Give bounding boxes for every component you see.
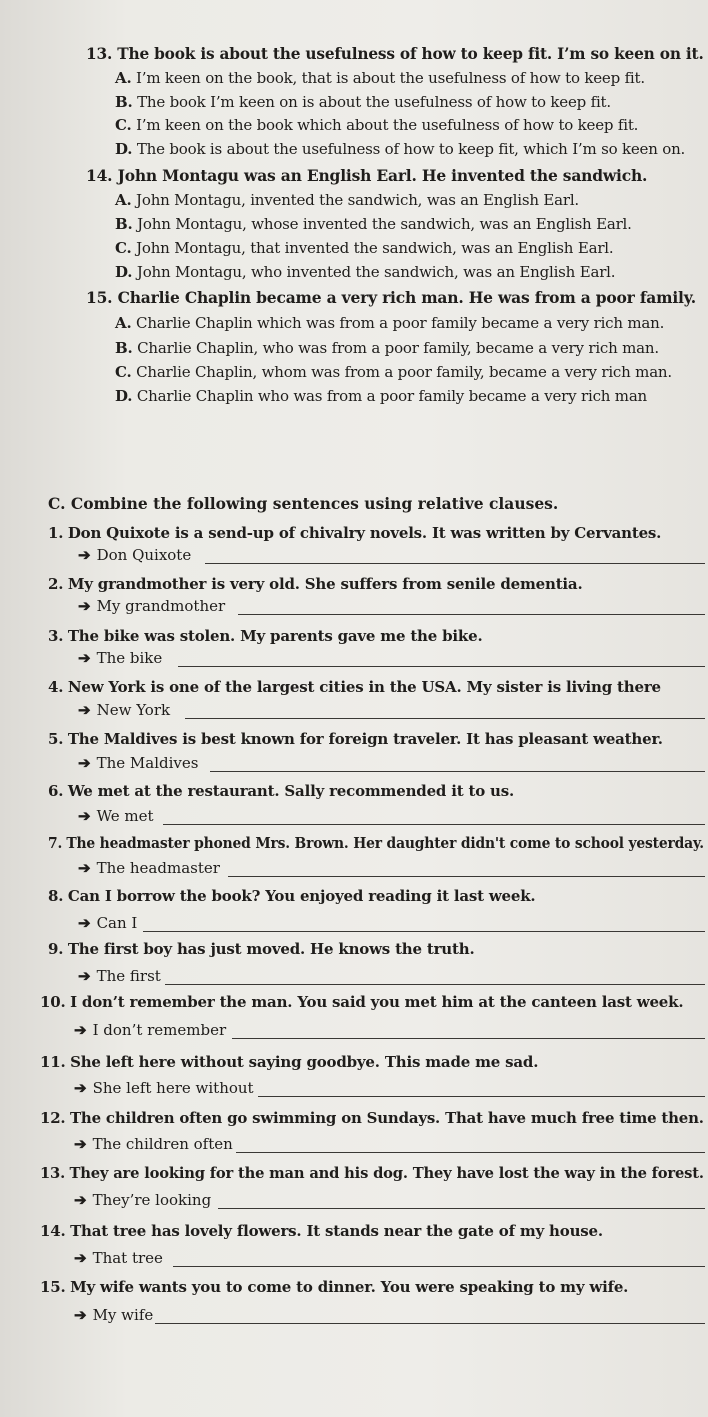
item-number: 15. [40, 1278, 66, 1296]
answer-start: The headmaster [96, 859, 220, 877]
answer-row-9 [78, 966, 161, 986]
arrow-icon: ➔ [78, 597, 91, 615]
answer-blank-line[interactable] [173, 1266, 705, 1267]
item-number: 12. [40, 1109, 66, 1127]
option-14-d[interactable]: D. John Montagu, who invented the sandwich, was an English Earl. [115, 263, 616, 281]
answer-row-3 [78, 648, 162, 668]
arrow-icon: ➔ [78, 649, 91, 667]
item-number: 6. [48, 782, 64, 800]
arrow-icon: ➔ [74, 1021, 87, 1039]
combine-item-4 [48, 677, 661, 697]
combine-item-7 [48, 833, 704, 853]
answer-blank-line[interactable] [238, 614, 705, 615]
item-text: She left here without saying goodbye. This made me sad. [70, 1053, 539, 1071]
answer-start: The Maldives [96, 754, 199, 772]
option-13-a[interactable]: A. I’m keen on the book, that is about the usefulness of how to keep fit. [115, 69, 645, 87]
item-text: That tree has lovely flowers. It stands near the gate of my house. [70, 1222, 603, 1240]
answer-start: New York [96, 701, 171, 719]
item-text: The bike was stolen. My parents gave me the bike. [67, 627, 483, 645]
combine-item-11 [40, 1052, 538, 1072]
answer-row-1 [78, 545, 191, 565]
answer-row-14 [74, 1248, 163, 1268]
question-prompt: Charlie Chaplin became a very rich man. He was from a poor family. [117, 288, 696, 307]
answer-start: They’re looking [92, 1191, 212, 1209]
arrow-icon: ➔ [78, 859, 91, 877]
item-text: My grandmother is very old. She suffers from senile dementia. [67, 575, 583, 593]
item-number: 11. [40, 1053, 66, 1071]
item-text: The children often go swimming on Sundays. That have much free time then. [69, 1109, 704, 1127]
item-number: 1. [48, 524, 64, 542]
item-text: My wife wants you to come to dinner. You were speaking to my wife. [70, 1278, 629, 1296]
answer-blank-line[interactable] [143, 931, 705, 932]
item-text: They are looking for the man and his dog. They have lost the way in the forest. [69, 1164, 704, 1182]
item-text: I don’t remember the man. You said you met him at the canteen last week. [70, 993, 684, 1011]
option-14-b[interactable]: B. John Montagu, whose invented the sandwich, was an English Earl. [115, 215, 632, 233]
answer-blank-line[interactable] [185, 718, 705, 719]
combine-item-9 [48, 939, 474, 959]
option-14-c[interactable]: C. John Montagu, that invented the sandwich, was an English Earl. [115, 239, 614, 257]
arrow-icon: ➔ [74, 1249, 87, 1267]
item-number: 8. [48, 887, 64, 905]
arrow-icon: ➔ [78, 914, 91, 932]
arrow-icon: ➔ [78, 807, 91, 825]
answer-start: Don Quixote [96, 546, 192, 564]
item-text: The first boy has just moved. He knows the truth. [67, 940, 475, 958]
answer-row-13 [74, 1190, 211, 1210]
question-number: 14. [86, 166, 113, 185]
combine-item-8 [48, 886, 535, 906]
item-number: 4. [48, 678, 64, 696]
answer-row-8 [78, 913, 137, 933]
item-number: 2. [48, 575, 64, 593]
item-text: We met at the restaurant. Sally recommended it to us. [67, 782, 514, 800]
item-number: 9. [48, 940, 64, 958]
arrow-icon: ➔ [78, 967, 91, 985]
item-number: 14. [40, 1222, 66, 1240]
answer-blank-line[interactable] [258, 1096, 705, 1097]
answer-row-2 [78, 596, 225, 616]
combine-item-13 [40, 1163, 704, 1183]
arrow-icon: ➔ [74, 1306, 87, 1324]
item-text: The Maldives is best known for foreign traveler. It has pleasant weather. [67, 730, 663, 748]
section-c-heading: C. Combine the following sentences using relative clauses. [48, 494, 559, 513]
question-prompt: The book is about the usefulness of how to keep fit. I’m so keen on it. [117, 44, 704, 63]
arrow-icon: ➔ [78, 701, 91, 719]
arrow-icon: ➔ [78, 546, 91, 564]
question-number: 13. [86, 44, 113, 63]
combine-item-2 [48, 574, 582, 594]
mc-question-14 [86, 166, 647, 186]
answer-row-7 [78, 858, 220, 878]
option-13-c[interactable]: C. I’m keen on the book which about the usefulness of how to keep fit. [115, 116, 639, 134]
option-13-d[interactable]: D. The book is about the usefulness of how to keep fit, which I’m so keen on. [115, 140, 686, 158]
answer-blank-line[interactable] [218, 1208, 705, 1209]
combine-item-6 [48, 781, 514, 801]
option-15-a[interactable]: A. Charlie Chaplin which was from a poor family became a very rich man. [115, 314, 665, 332]
answer-blank-line[interactable] [210, 771, 705, 772]
question-prompt: John Montagu was an English Earl. He invented the sandwich. [117, 166, 648, 185]
option-15-c[interactable]: C. Charlie Chaplin, whom was from a poor family, became a very rich man. [115, 363, 672, 381]
arrow-icon: ➔ [74, 1135, 87, 1153]
item-text: Don Quixote is a send-up of chivalry novels. It was written by Cervantes. [67, 524, 662, 542]
answer-start: I don’t remember [92, 1021, 227, 1039]
answer-blank-line[interactable] [178, 666, 705, 667]
answer-blank-line[interactable] [236, 1152, 705, 1153]
combine-item-12 [40, 1108, 704, 1128]
mc-question-15 [86, 288, 696, 308]
answer-blank-line[interactable] [232, 1038, 705, 1039]
answer-row-12 [74, 1134, 233, 1154]
answer-row-4 [78, 700, 170, 720]
answer-row-6 [78, 806, 154, 826]
answer-start: That tree [92, 1249, 163, 1267]
option-15-b[interactable]: B. Charlie Chaplin, who was from a poor family, became a very rich man. [115, 339, 659, 357]
arrow-icon: ➔ [74, 1079, 87, 1097]
item-text: Can I borrow the book? You enjoyed reading it last week. [67, 887, 536, 905]
option-15-d[interactable]: D. Charlie Chaplin who was from a poor family became a very rich man [115, 387, 648, 405]
answer-blank-line[interactable] [228, 876, 705, 877]
option-13-b[interactable]: B. The book I’m keen on is about the usefulness of how to keep fit. [115, 93, 611, 111]
item-number: 10. [40, 993, 66, 1011]
answer-start: She left here without [92, 1079, 254, 1097]
combine-item-10 [40, 992, 683, 1012]
answer-row-10 [74, 1020, 226, 1040]
combine-item-14 [40, 1221, 603, 1241]
answer-blank-line[interactable] [155, 1323, 705, 1324]
arrow-icon: ➔ [78, 754, 91, 772]
option-14-a[interactable]: A. John Montagu, invented the sandwich, was an English Earl. [115, 191, 579, 209]
item-text: The headmaster phoned Mrs. Brown. Her daughter didn't come to school yesterday. [66, 834, 704, 852]
item-number: 5. [48, 730, 64, 748]
answer-row-15 [74, 1305, 153, 1325]
answer-start: We met [96, 807, 154, 825]
answer-start: My wife [92, 1306, 154, 1324]
arrow-icon: ➔ [74, 1191, 87, 1209]
answer-start: The first [96, 967, 161, 985]
answer-blank-line[interactable] [163, 824, 705, 825]
item-number: 7. [48, 834, 63, 852]
item-text: New York is one of the largest cities in the USA. My sister is living there [67, 678, 661, 696]
item-number: 13. [40, 1164, 66, 1182]
answer-blank-line[interactable] [165, 984, 705, 985]
combine-item-15 [40, 1277, 628, 1297]
answer-start: Can I [96, 914, 138, 932]
answer-start: The children often [92, 1135, 233, 1153]
answer-row-5 [78, 753, 198, 773]
combine-item-1 [48, 523, 661, 543]
combine-item-5 [48, 729, 663, 749]
answer-start: My grandmother [96, 597, 226, 615]
question-number: 15. [86, 288, 113, 307]
answer-start: The bike [96, 649, 163, 667]
answer-blank-line[interactable] [205, 563, 705, 564]
item-number: 3. [48, 627, 64, 645]
combine-item-3 [48, 626, 482, 646]
answer-row-11 [74, 1078, 254, 1098]
mc-question-13 [86, 44, 704, 64]
